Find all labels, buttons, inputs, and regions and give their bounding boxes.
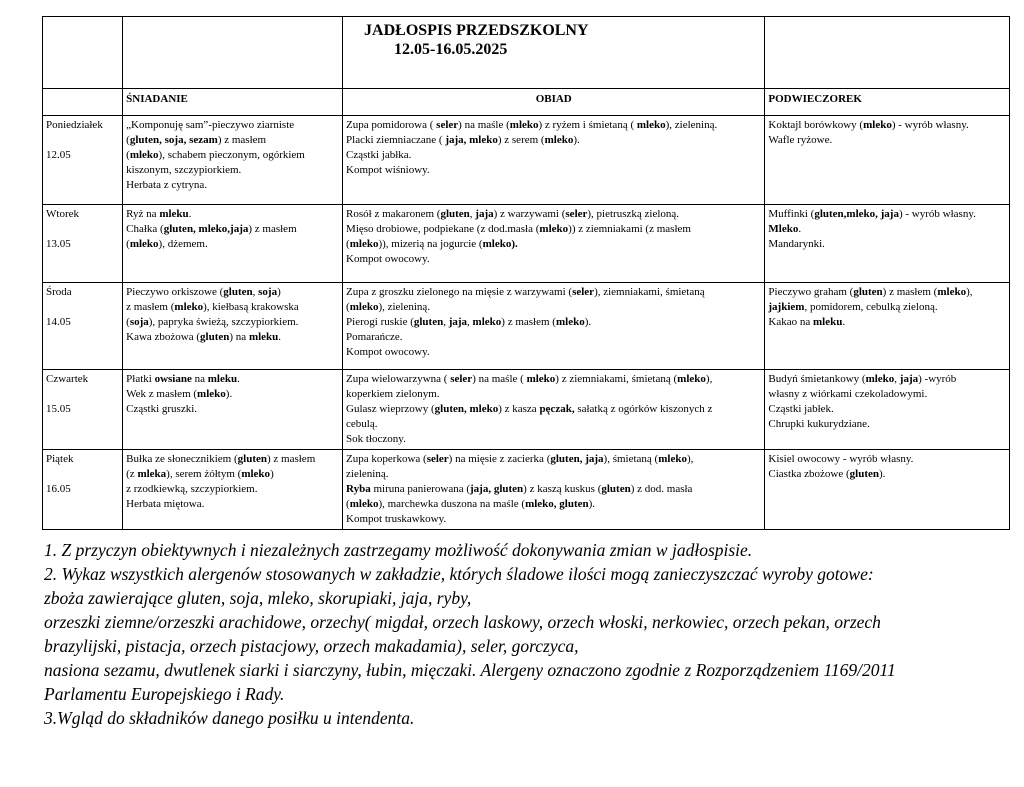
lunch-line xyxy=(346,118,761,133)
allergen-text: seler xyxy=(436,119,459,131)
meal-text: Muffinki ( xyxy=(768,208,815,220)
meal-text: Ryż na xyxy=(126,208,160,220)
meal-text: Mięso drobiowe, podpiekane (z dod.masła ( xyxy=(346,223,540,235)
breakfast-cell xyxy=(123,283,343,370)
meal-text: Herbata z cytryna. xyxy=(126,179,208,191)
allergen-text: mleka xyxy=(137,468,167,480)
meal-text: Chrupki kukurydziane. xyxy=(768,418,870,430)
allergen-text: pęczak, xyxy=(539,403,575,415)
allergen-text: mleku xyxy=(159,208,189,220)
day-date: 16.05 xyxy=(46,483,71,495)
meal-text: Placki ziemniaczane ( xyxy=(346,134,446,146)
lunch-line xyxy=(346,133,761,148)
lunch-cell xyxy=(343,116,765,205)
snack-line xyxy=(768,315,1006,330)
allergen-text: seler xyxy=(572,286,595,298)
lunch-line xyxy=(346,315,761,330)
lunch-line xyxy=(346,207,761,222)
meal-text: Koktajl borówkowy ( xyxy=(768,119,864,131)
day-row xyxy=(43,205,1010,283)
meal-text: Kompot owocowy. xyxy=(346,253,430,265)
meal-text: Ciastka zbożowe ( xyxy=(768,468,850,480)
meal-text: , xyxy=(894,373,900,385)
day-name: Czwartek xyxy=(46,373,89,385)
allergen-text: gluten, mleko xyxy=(434,403,499,415)
breakfast-line xyxy=(126,402,339,417)
note-line: zboża zawierające gluten, soja, mleko, skorupiaki, jaja, ryby, xyxy=(44,588,472,608)
meal-text: ), pietruszką zieloną. xyxy=(587,208,680,220)
day-name: Poniedziałek xyxy=(46,119,103,131)
snack-line xyxy=(768,452,1006,467)
note-line: brazylijski, pistacja, orzech pistacjowy, orzech makadamia), seler, gorczyca, xyxy=(44,636,579,656)
breakfast-line xyxy=(126,482,339,497)
allergen-text: mleko xyxy=(658,453,687,465)
day-date: 15.05 xyxy=(46,403,71,415)
allergen-text: mleko xyxy=(472,316,502,328)
meal-text: ), papryka świeżą, szczypiorkiem. xyxy=(148,316,299,328)
meal-text: ) na maśle ( xyxy=(458,119,510,131)
empty-title-cell-right xyxy=(765,17,1010,89)
note-line: nasiona sezamu, dwutlenek siarki i siarczyny, łubin, mięczaki. Alergeny oznaczono zgodnie z Rozporządzeniem 1169/2011 xyxy=(44,660,896,680)
day-date: 14.05 xyxy=(46,316,71,328)
allergen-text: mleko xyxy=(482,238,512,250)
lunch-line xyxy=(346,285,761,300)
meal-text: . xyxy=(237,373,240,385)
allergen-text: mleko xyxy=(349,238,379,250)
allergen-text: mleko xyxy=(197,388,226,400)
empty-corner-cell xyxy=(43,17,123,89)
meal-text: Kompot owocowy. xyxy=(346,346,430,358)
meal-text: , xyxy=(467,316,473,328)
meal-text: . xyxy=(188,208,192,220)
allergen-text: gluten,mleko, jaja xyxy=(814,208,899,220)
meal-text: ) z serem ( xyxy=(497,134,545,146)
breakfast-line xyxy=(126,315,339,330)
allergen-text: mleko xyxy=(349,498,379,510)
allergen-text: Mleko xyxy=(768,223,799,235)
allergen-text: mleku xyxy=(812,316,843,328)
lunch-line xyxy=(346,372,761,387)
meal-text: ) z masłem xyxy=(217,134,267,146)
day-row xyxy=(43,450,1010,530)
header-lunch: OBIAD xyxy=(343,89,765,116)
allergen-text: seler xyxy=(565,208,588,220)
day-date: 12.05 xyxy=(46,149,71,161)
allergen-text: gluten xyxy=(237,453,267,465)
note-line: 3.Wgląd do składników danego posiłku u intendenta. xyxy=(44,708,415,728)
meal-text: ) z masłem xyxy=(248,223,297,235)
meal-text: ) na maśle ( xyxy=(472,373,527,385)
meal-text: Rosół z makaronem ( xyxy=(346,208,441,220)
meal-text: ) z dod. masła xyxy=(630,483,693,495)
note-line: 2. Wykaz wszystkich alergenów stosowanych w zakładzie, których śladowe ilości mogą zanieczyszczać wyroby gotowe: xyxy=(44,564,874,584)
snack-line xyxy=(768,285,1006,300)
meal-text: )), mizerią na jogurcie ( xyxy=(378,238,483,250)
lunch-line xyxy=(346,300,761,315)
snack-line xyxy=(768,222,1006,237)
day-row xyxy=(43,116,1010,205)
meal-text: ), kiełbasą krakowska xyxy=(203,301,299,313)
lunch-line xyxy=(346,163,761,178)
snack-line xyxy=(768,300,1006,315)
meal-text: ( xyxy=(126,134,130,146)
lunch-line xyxy=(346,402,761,417)
notes-section xyxy=(44,538,1024,730)
lunch-cell xyxy=(343,205,765,283)
meal-text: Kompot truskawkowy. xyxy=(346,513,447,525)
meal-text: ) z kaszą kuskus ( xyxy=(523,483,602,495)
breakfast-cell xyxy=(123,205,343,283)
day-name: Piątek xyxy=(46,453,74,465)
meal-text: Kompot wiśniowy. xyxy=(346,164,430,176)
meal-text: Płatki xyxy=(126,373,155,385)
meal-text: . xyxy=(278,331,282,343)
meal-text: ), schabem pieczonym, ogórkiem xyxy=(158,149,305,161)
allergen-text: gluten xyxy=(200,331,230,343)
meal-text: koperkiem zielonym. xyxy=(346,388,440,400)
meal-text: Herbata miętowa. xyxy=(126,498,205,510)
meal-text: , xyxy=(469,208,476,220)
snack-line xyxy=(768,237,1006,252)
allergen-text: mleko xyxy=(526,373,556,385)
day-date: 13.05 xyxy=(46,238,71,250)
meal-text: Cząstki jabłek. xyxy=(768,403,834,415)
meal-text: ) z masłem ( xyxy=(882,286,938,298)
meal-text: Bułka ze słonecznikiem ( xyxy=(126,453,238,465)
snack-line xyxy=(768,417,1006,432)
meal-text: ), xyxy=(686,453,694,465)
day-cell xyxy=(43,205,123,283)
meal-text: ), xyxy=(966,286,973,298)
meal-text: Kisiel owocowy - wyrób własny. xyxy=(768,453,914,465)
meal-text: , xyxy=(443,316,449,328)
empty-day-header xyxy=(43,89,123,116)
allergen-text: gluten xyxy=(440,208,470,220)
breakfast-line xyxy=(126,387,339,402)
day-name: Środa xyxy=(46,286,72,298)
meal-text: Budyń śmietankowy ( xyxy=(768,373,866,385)
meal-text: ). xyxy=(878,468,886,480)
meal-text: )) z ziemniakami (z masłem xyxy=(568,223,691,235)
allergen-text: Ryba xyxy=(346,483,371,495)
lunch-line xyxy=(346,252,761,267)
allergen-text: gluten, soja, sezam xyxy=(129,134,218,146)
meal-text: Pierogi ruskie ( xyxy=(346,316,414,328)
meal-text: własny z wiórkami czekoladowymi. xyxy=(768,388,928,400)
allergen-text: jaja xyxy=(899,373,919,385)
meal-text: ) xyxy=(270,468,274,480)
menu-date-range: 12.05-16.05.2025 xyxy=(394,41,508,58)
meal-text: Wek z masłem ( xyxy=(126,388,198,400)
meal-text: , pomidorem, cebulką zieloną. xyxy=(804,301,938,313)
menu-title: JADŁOSPIS PRZEDSZKOLNY xyxy=(364,22,589,39)
breakfast-line xyxy=(126,148,339,163)
lunch-line xyxy=(346,512,761,527)
meal-text: ) z ziemniakami, śmietaną ( xyxy=(555,373,678,385)
allergen-text: mleko xyxy=(555,316,585,328)
meal-text: ) -wyrób xyxy=(918,373,957,385)
note-line: 1. Z przyczyn obiektywnych i niezależnych zastrzegamy możliwość dokonywania zmian w jadłospisie. xyxy=(44,540,753,560)
allergen-text: gluten xyxy=(601,483,631,495)
lunch-cell xyxy=(343,450,765,530)
header-snack: PODWIECZOREK xyxy=(765,89,1010,116)
allergen-text: mleku xyxy=(207,373,238,385)
meal-text: Cząstki gruszki. xyxy=(126,403,198,415)
meal-text: Chałka ( xyxy=(126,223,164,235)
allergen-text: soja xyxy=(258,286,278,298)
meal-text: ), ziemniakami, śmietaną xyxy=(594,286,705,298)
lunch-line xyxy=(346,148,761,163)
meal-text: ). xyxy=(225,388,233,400)
breakfast-line xyxy=(126,300,339,315)
menu-table xyxy=(42,16,1010,530)
meal-text: ( xyxy=(126,149,130,161)
breakfast-cell xyxy=(123,370,343,450)
meal-text: „Komponuję sam”-pieczywo ziarniste xyxy=(126,119,295,131)
lunch-line xyxy=(346,497,761,512)
lunch-line xyxy=(346,482,761,497)
breakfast-line xyxy=(126,285,339,300)
meal-text: ) z masłem xyxy=(266,453,316,465)
breakfast-line xyxy=(126,178,339,193)
meal-text: Zupa z groszku zielonego na mięsie z warzywami ( xyxy=(346,286,573,298)
meal-text: Mandarynki. xyxy=(768,238,825,250)
column-header-row xyxy=(43,89,1010,116)
lunch-cell xyxy=(343,283,765,370)
breakfast-line xyxy=(126,497,339,512)
lunch-line xyxy=(346,452,761,467)
breakfast-line xyxy=(126,207,339,222)
allergen-text: mleko xyxy=(677,373,706,385)
meal-text: zieleniną. xyxy=(346,468,389,480)
meal-text: miruna panierowana ( xyxy=(370,483,470,495)
snack-cell xyxy=(765,370,1010,450)
meal-text: Kakao na xyxy=(768,316,813,328)
day-cell xyxy=(43,283,123,370)
snack-line xyxy=(768,372,1006,387)
meal-text: ( xyxy=(346,301,350,313)
breakfast-line xyxy=(126,163,339,178)
lunch-line xyxy=(346,432,761,447)
breakfast-line xyxy=(126,133,339,148)
lunch-line xyxy=(346,330,761,345)
snack-line xyxy=(768,467,1006,482)
meal-text: ) z ryżem i śmietaną ( xyxy=(538,119,637,131)
breakfast-line xyxy=(126,118,339,133)
meal-text: Kawa zbożowa ( xyxy=(126,331,201,343)
lunch-line xyxy=(346,345,761,360)
allergen-text: mleko xyxy=(349,301,379,313)
lunch-line xyxy=(346,237,761,252)
allergen-text: gluten, mleko,jaja xyxy=(163,223,249,235)
snack-cell xyxy=(765,450,1010,530)
day-row xyxy=(43,370,1010,450)
allergen-text: soja xyxy=(129,316,149,328)
breakfast-cell xyxy=(123,116,343,205)
meal-text: ( xyxy=(126,316,130,328)
breakfast-line xyxy=(126,452,339,467)
note-line: Parlamentu Europejskiego i Rady. xyxy=(44,684,285,704)
header-breakfast: ŚNIADANIE xyxy=(123,89,343,116)
meal-text: ), dżemem. xyxy=(158,238,208,250)
note-line: orzeszki ziemne/orzeszki arachidowe, orzechy( migdał, orzech laskowy, orzech włoski, nerkowiec, orzech pekan, orzech xyxy=(44,612,881,632)
lunch-line xyxy=(346,417,761,432)
allergen-text: mleko xyxy=(937,286,967,298)
allergen-text: mleko xyxy=(241,468,271,480)
lunch-line xyxy=(346,467,761,482)
snack-line xyxy=(768,133,1006,148)
allergen-text: jajkiem xyxy=(768,301,805,313)
meal-text: z rzodkiewką, szczypiorkiem. xyxy=(126,483,258,495)
meal-text: ), śmietaną ( xyxy=(603,453,659,465)
meal-text: ) xyxy=(277,286,281,298)
meal-text: z masłem ( xyxy=(126,301,175,313)
meal-text: kiszonym, szczypiorkiem. xyxy=(126,164,242,176)
snack-cell xyxy=(765,205,1010,283)
snack-cell xyxy=(765,283,1010,370)
meal-text: ). xyxy=(584,316,592,328)
meal-text: ( xyxy=(346,238,350,250)
meal-text: ) - wyrób własny. xyxy=(898,208,976,220)
day-cell xyxy=(43,450,123,530)
meal-text: ) na xyxy=(229,331,249,343)
meal-text: ). xyxy=(588,498,596,510)
allergen-text: mleko xyxy=(636,119,666,131)
meal-text: ( xyxy=(126,238,130,250)
meal-text: ) z masłem ( xyxy=(501,316,556,328)
meal-text: ), serem żółtym ( xyxy=(166,468,242,480)
meal-text: ), xyxy=(705,373,713,385)
allergen-text: mleko xyxy=(129,149,159,161)
allergen-text: mleko xyxy=(174,301,204,313)
allergen-text: mleko, gluten xyxy=(525,498,589,510)
meal-text: ( xyxy=(346,498,350,510)
allergen-text: mleko xyxy=(539,223,569,235)
breakfast-cell xyxy=(123,450,343,530)
allergen-text: owsiane xyxy=(154,373,192,385)
allergen-text: gluten xyxy=(413,316,444,328)
snack-line xyxy=(768,387,1006,402)
meal-text: Pieczywo graham ( xyxy=(768,286,854,298)
allergen-text: jaja, mleko xyxy=(445,134,498,146)
meal-text: Zupa koperkowa ( xyxy=(346,453,427,465)
meal-text: ) z kasza xyxy=(498,403,540,415)
title-cell xyxy=(343,17,765,89)
meal-text: Gulasz wieprzowy ( xyxy=(346,403,435,415)
snack-line xyxy=(768,118,1006,133)
breakfast-line xyxy=(126,222,339,237)
day-name: Wtorek xyxy=(46,208,79,220)
day-cell xyxy=(43,116,123,205)
breakfast-line xyxy=(126,237,339,252)
snack-line xyxy=(768,207,1006,222)
allergen-text: jaja, gluten xyxy=(470,483,524,495)
title-row xyxy=(43,17,1010,89)
meal-text: ) na mięsie z zacierka ( xyxy=(448,453,551,465)
meal-text: . xyxy=(842,316,846,328)
meal-text: . xyxy=(798,223,802,235)
meal-text: Wafle ryżowe. xyxy=(768,134,833,146)
meal-text: Zupa wielowarzywna ( xyxy=(346,373,451,385)
allergen-text: ). xyxy=(511,238,518,250)
meal-text: (z xyxy=(126,468,138,480)
lunch-line xyxy=(346,387,761,402)
breakfast-line xyxy=(126,467,339,482)
meal-text: cebulą. xyxy=(346,418,378,430)
allergen-text: jaja xyxy=(475,208,494,220)
allergen-text: mleko xyxy=(129,238,159,250)
day-cell xyxy=(43,370,123,450)
allergen-text: mleko xyxy=(509,119,539,131)
meal-text: ), zieleniną. xyxy=(378,301,431,313)
allergen-text: gluten, jaja xyxy=(550,453,604,465)
meal-text: Pomarańcze. xyxy=(346,331,403,343)
breakfast-line xyxy=(126,330,339,345)
meal-text: ), marchewka duszona na maśle ( xyxy=(378,498,526,510)
meal-text: ), zieleniną. xyxy=(665,119,718,131)
allergen-text: mleku xyxy=(248,331,279,343)
breakfast-line xyxy=(126,372,339,387)
allergen-text: jaja xyxy=(448,316,468,328)
day-row xyxy=(43,283,1010,370)
meal-text: ). xyxy=(573,134,580,146)
lunch-cell xyxy=(343,370,765,450)
allergen-text: mleko xyxy=(865,373,895,385)
allergen-text: gluten xyxy=(853,286,883,298)
meal-text: , xyxy=(252,286,259,298)
meal-text: sałatką z ogórków kiszonych z xyxy=(574,403,713,415)
snack-line xyxy=(768,402,1006,417)
meal-text: Pieczywo orkiszowe ( xyxy=(126,286,224,298)
meal-text: na xyxy=(191,373,208,385)
allergen-text: mleko xyxy=(863,119,892,131)
meal-text: Sok tłoczony. xyxy=(346,433,406,445)
allergen-text: gluten xyxy=(223,286,253,298)
meal-text: ) - wyrób własny. xyxy=(891,119,969,131)
allergen-text: gluten xyxy=(849,468,879,480)
allergen-text: mleko xyxy=(544,134,574,146)
lunch-line xyxy=(346,222,761,237)
allergen-text: seler xyxy=(426,453,449,465)
allergen-text: seler xyxy=(450,373,473,385)
empty-title-cell xyxy=(123,17,343,89)
meal-text: ) z warzywami ( xyxy=(493,208,566,220)
meal-text: Cząstki jabłka. xyxy=(346,149,412,161)
snack-cell xyxy=(765,116,1010,205)
meal-text: Zupa pomidorowa ( xyxy=(346,119,437,131)
